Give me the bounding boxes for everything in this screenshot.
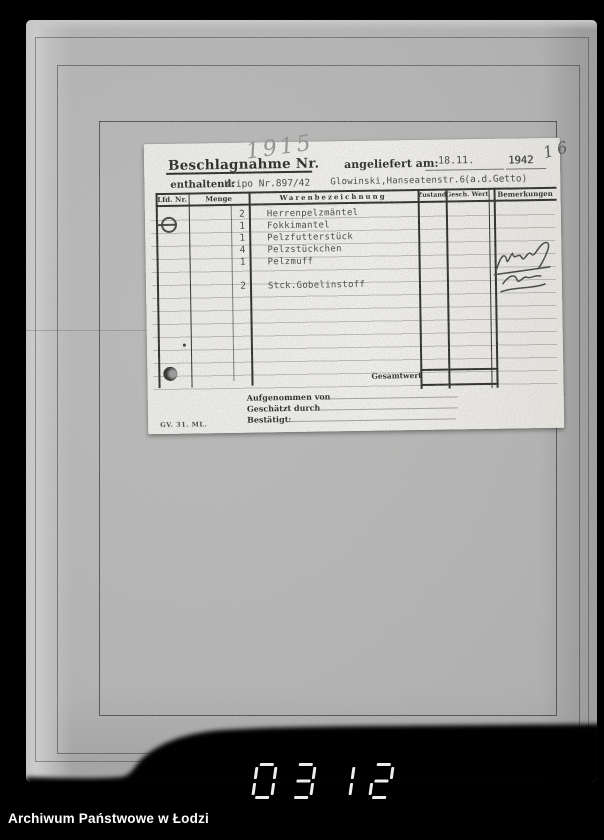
photographed-page — [26, 20, 597, 782]
bottom-shadow — [26, 20, 597, 782]
archive-watermark: Archiwum Państwowe w Łodzi — [8, 811, 209, 826]
frame-counter — [246, 760, 416, 802]
